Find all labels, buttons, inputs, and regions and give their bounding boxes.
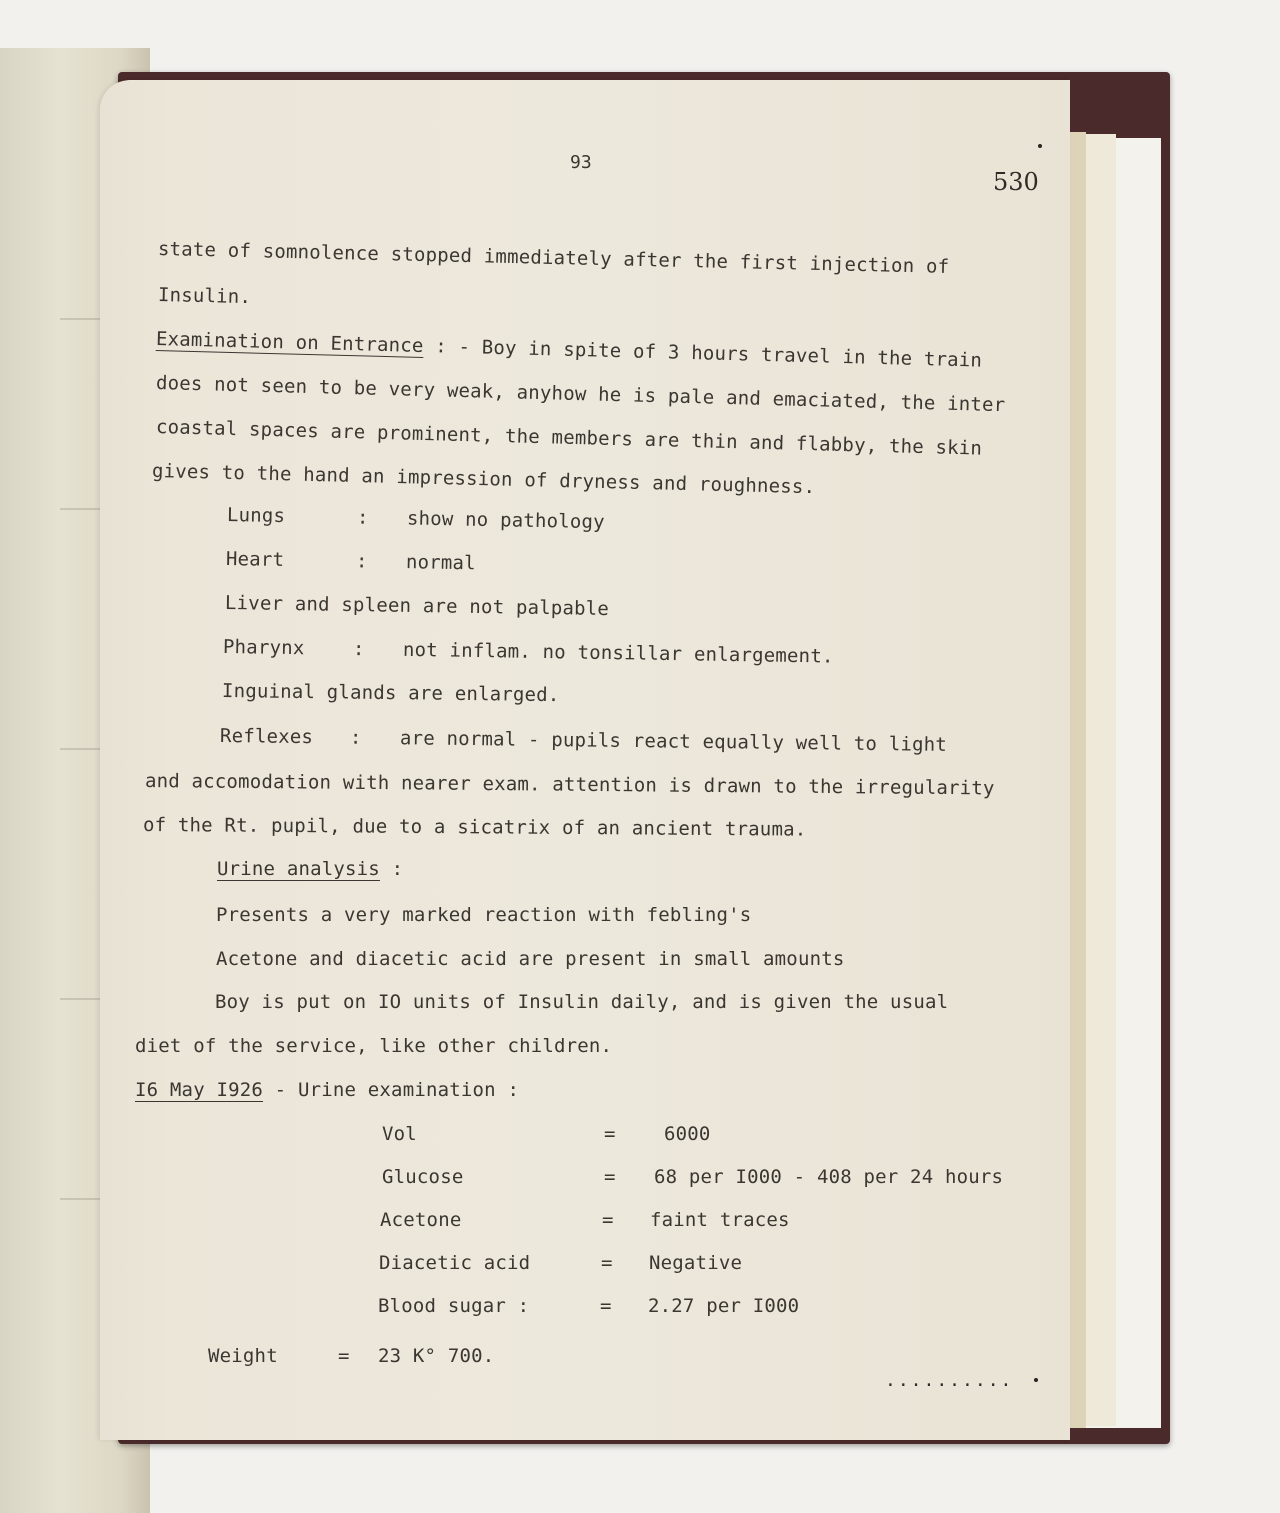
text-line: diet of the service, like other children. <box>135 1035 613 1057</box>
finding-liver: Liver and spleen are not palpable <box>224 592 610 621</box>
exam-heading: Examination on Entrance <box>155 328 424 358</box>
text-line: Acetone and diacetic acid are present in small amounts <box>216 948 845 970</box>
text-line: state of somnolence stopped immediately after the first injection of <box>157 238 950 278</box>
finding-value: are normal - pupils react equally well to light <box>399 727 948 756</box>
text-line: does not seen to be very weak, anyhow he is pale and emaciated, the inter <box>155 372 1006 417</box>
exam-heading-sep: : - <box>434 335 471 359</box>
result-eq: = <box>600 1295 612 1317</box>
urine-heading-sep: : <box>391 858 404 880</box>
urine-heading: Urine analysis <box>217 858 380 880</box>
finding-lungs <box>227 504 605 533</box>
result-row <box>378 1295 799 1317</box>
finding-sep: : <box>356 506 369 529</box>
finding-label: Pharynx <box>222 636 305 660</box>
finding-pharynx <box>223 636 834 668</box>
result-row <box>382 1166 1003 1188</box>
exam-heading-line <box>156 328 983 372</box>
text-line: Boy is put on IO units of Insulin daily, and is given the usual <box>215 991 949 1013</box>
finding-value: show no pathology <box>406 507 606 534</box>
finding-label: Lungs <box>226 504 286 528</box>
weight-label: Weight <box>208 1345 278 1367</box>
result-value: 68 per I000 - 408 per 24 hours <box>654 1166 1004 1188</box>
archive-number: 530 <box>993 168 1039 196</box>
weight-line <box>208 1345 494 1367</box>
finding-sep: : <box>352 638 365 661</box>
exam-date: I6 May I926 <box>135 1079 264 1101</box>
result-value: 2.27 per I000 <box>648 1295 800 1317</box>
exam-line1-rest: Boy in spite of 3 hours travel in the train <box>481 336 983 372</box>
finding-label: Heart <box>225 548 285 572</box>
result-row <box>380 1209 790 1231</box>
exam-date-line <box>135 1079 519 1101</box>
result-label: Vol <box>382 1123 417 1145</box>
weight-value: 23 K° 700. <box>378 1345 495 1367</box>
result-value: faint traces <box>650 1209 790 1231</box>
text-line: of the Rt. pupil, due to a sicatrix of an ancient trauma. <box>142 814 807 841</box>
finding-reflexes <box>220 725 947 756</box>
urine-heading-line <box>217 858 403 880</box>
text-line: and accomodation with nearer exam. attention is drawn to the irregularity <box>144 770 995 800</box>
finding-value: not inflam. no tonsillar enlargement. <box>402 638 834 668</box>
finding-inguinal: Inguinal glands are enlarged. <box>221 680 560 707</box>
result-eq: = <box>604 1166 616 1188</box>
finding-sep: : <box>349 726 362 749</box>
finding-label: Reflexes <box>219 725 314 749</box>
result-label: Acetone <box>380 1209 462 1231</box>
finding-heart <box>226 548 476 574</box>
result-label: Diacetic acid <box>379 1252 531 1274</box>
punch-mark <box>1034 1378 1038 1382</box>
result-row <box>382 1123 711 1145</box>
result-label: Glucose <box>382 1166 464 1188</box>
text-line: coastal spaces are prominent, the members are thin and flabby, the skin <box>155 416 983 460</box>
text-line: Presents a very marked reaction with febling's <box>216 904 752 926</box>
footer-dots: .......... <box>885 1370 1014 1391</box>
text-line: gives to the hand an impression of dryness and roughness. <box>151 460 816 499</box>
page-number: 93 <box>570 152 592 173</box>
result-value: 6000 <box>664 1123 711 1145</box>
typed-page <box>100 80 1070 1440</box>
exam-date-title: - Urine examination : <box>274 1079 520 1101</box>
result-row <box>379 1252 742 1274</box>
finding-sep: : <box>355 550 368 573</box>
result-eq: = <box>601 1252 613 1274</box>
result-eq: = <box>604 1123 616 1145</box>
finding-value: normal <box>405 551 476 575</box>
punch-mark <box>1038 144 1042 148</box>
result-label: Blood sugar : <box>378 1295 530 1317</box>
weight-eq: = <box>338 1345 350 1367</box>
text-line: Insulin. <box>157 284 252 309</box>
result-eq: = <box>602 1209 614 1231</box>
result-value: Negative <box>649 1252 743 1274</box>
